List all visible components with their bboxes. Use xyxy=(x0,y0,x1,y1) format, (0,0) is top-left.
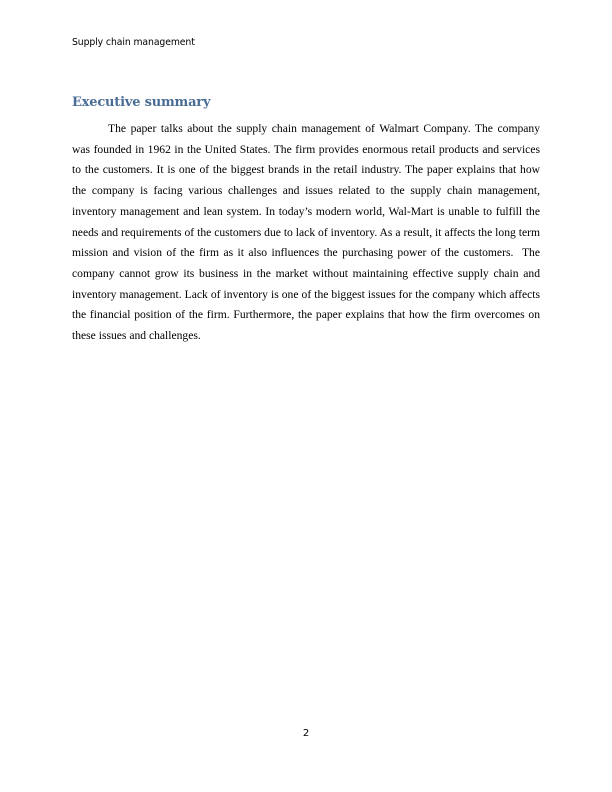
page-number: 2 xyxy=(302,728,310,739)
summary-paragraph: The paper talks about the supply chain management of Walmart Company. The company was founded in 1962 in the United States. The firm provides enormous retail products and services to the customers. It is one of the biggest brands in the retail industry. The paper explains that how the company is facing various challenges and issues related to the supply chain management, inventory management and lean system. In today’s modern world, Wal-Mart is unable to fulfill the needs and requirements of the customers due to lack of inventory. As a result, it affects the long term mission and vision of the firm as it also influences the purchasing power of the customers. The company cannot grow its business in the market without maintaining effective supply chain and inventory management. Lack of inventory is one of the biggest issues for the company which affects the financial position of the firm. Furthermore, the paper explains that how the firm overcomes on these issues and challenges. xyxy=(72,122,543,343)
section-heading: Executive summary xyxy=(72,95,211,110)
running-header: Supply chain management xyxy=(72,37,195,48)
